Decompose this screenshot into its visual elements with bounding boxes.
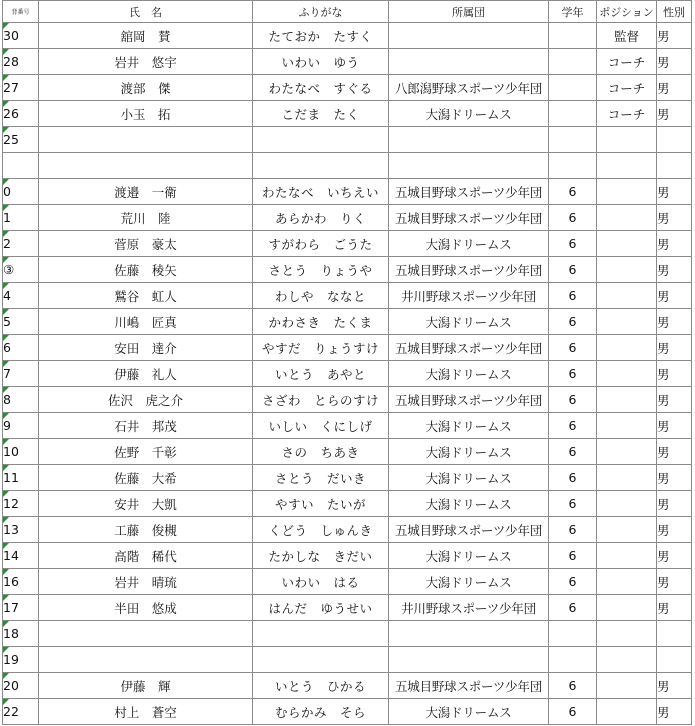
cell-kana: さとう だいき: [253, 465, 389, 491]
cell-grade: [549, 23, 597, 49]
cell-grade: 6: [549, 231, 597, 257]
cell-position: [597, 257, 657, 283]
cell-sex: 男: [657, 413, 692, 439]
cell-number: 7: [3, 361, 39, 387]
cell-team: 井川野球スポーツ少年団: [389, 283, 549, 309]
cell-name: 佐藤 大希: [39, 465, 253, 491]
cell-kana: いわい ゆう: [253, 49, 389, 75]
header-grade: 学年: [549, 1, 597, 23]
cell-grade: 6: [549, 543, 597, 569]
cell-number: 5: [3, 309, 39, 335]
table-row: [3, 699, 692, 725]
cell-number: 17: [3, 595, 39, 621]
cell-team: 大潟ドリームス: [389, 309, 549, 335]
table-row: [3, 127, 692, 153]
cell-position: [597, 153, 657, 179]
cell-kana: いしい くにしげ: [253, 413, 389, 439]
cell-name: 小玉 拓: [39, 101, 253, 127]
cell-number: 16: [3, 569, 39, 595]
cell-number: 1: [3, 205, 39, 231]
cell-position: [597, 231, 657, 257]
cell-grade: [549, 75, 597, 101]
table-row: [3, 179, 692, 205]
cell-number: 25: [3, 127, 39, 153]
cell-kana: さとう りょうや: [253, 257, 389, 283]
cell-name: 渡邉 一衛: [39, 179, 253, 205]
cell-name: 伊藤 礼人: [39, 361, 253, 387]
cell-position: [597, 569, 657, 595]
cell-kana: [253, 127, 389, 153]
cell-position: [597, 699, 657, 725]
cell-grade: 6: [549, 491, 597, 517]
cell-team: 井川野球スポーツ少年団: [389, 595, 549, 621]
cell-name: 安田 達介: [39, 335, 253, 361]
cell-sex: [657, 153, 692, 179]
cell-name: 工藤 俊槻: [39, 517, 253, 543]
cell-number: 18: [3, 621, 39, 647]
cell-sex: 男: [657, 231, 692, 257]
cell-sex: 男: [657, 699, 692, 725]
cell-number: 10: [3, 439, 39, 465]
cell-kana: いとう あやと: [253, 361, 389, 387]
table-row: [3, 309, 692, 335]
cell-name: 半田 悠成: [39, 595, 253, 621]
cell-sex: 男: [657, 205, 692, 231]
cell-name: 舘岡 賛: [39, 23, 253, 49]
cell-kana: すがわら ごうた: [253, 231, 389, 257]
cell-number: [3, 153, 39, 179]
cell-name: 菅原 豪太: [39, 231, 253, 257]
cell-sex: 男: [657, 75, 692, 101]
roster-body: [3, 23, 692, 725]
cell-grade: 6: [549, 699, 597, 725]
cell-number: 2: [3, 231, 39, 257]
cell-sex: 男: [657, 491, 692, 517]
table-row: [3, 647, 692, 673]
cell-position: [597, 127, 657, 153]
cell-position: コーチ: [597, 101, 657, 127]
cell-position: [597, 205, 657, 231]
cell-name: 岩井 晴琉: [39, 569, 253, 595]
cell-name: [39, 127, 253, 153]
cell-grade: 6: [549, 673, 597, 699]
cell-number: ③: [3, 257, 39, 283]
cell-name: [39, 647, 253, 673]
cell-position: [597, 595, 657, 621]
table-row: [3, 335, 692, 361]
cell-position: [597, 517, 657, 543]
cell-name: 安井 大凱: [39, 491, 253, 517]
cell-grade: [549, 153, 597, 179]
cell-name: 高階 稀代: [39, 543, 253, 569]
header-kana: ふりがな: [253, 1, 389, 23]
table-row: [3, 673, 692, 699]
cell-name: 渡部 傑: [39, 75, 253, 101]
cell-team: 大潟ドリームス: [389, 439, 549, 465]
header-team: 所属団: [389, 1, 549, 23]
cell-position: [597, 309, 657, 335]
cell-team: [389, 127, 549, 153]
cell-name: [39, 153, 253, 179]
cell-position: [597, 283, 657, 309]
cell-number: 14: [3, 543, 39, 569]
cell-name: 岩井 悠宇: [39, 49, 253, 75]
cell-position: コーチ: [597, 49, 657, 75]
cell-kana: いわい はる: [253, 569, 389, 595]
cell-position: [597, 335, 657, 361]
header-position: ポジション: [597, 1, 657, 23]
cell-team: 大潟ドリームス: [389, 231, 549, 257]
cell-grade: 6: [549, 257, 597, 283]
cell-sex: [657, 621, 692, 647]
table-row: [3, 543, 692, 569]
table-row: [3, 387, 692, 413]
cell-kana: くどう しゅんき: [253, 517, 389, 543]
cell-team: [389, 23, 549, 49]
cell-kana: [253, 647, 389, 673]
header-row: [3, 1, 692, 23]
cell-number: 12: [3, 491, 39, 517]
cell-position: [597, 361, 657, 387]
cell-grade: 6: [549, 335, 597, 361]
cell-team: 大潟ドリームス: [389, 465, 549, 491]
cell-name: [39, 621, 253, 647]
cell-sex: 男: [657, 23, 692, 49]
cell-team: 五城目野球スポーツ少年団: [389, 335, 549, 361]
cell-position: [597, 491, 657, 517]
cell-number: 26: [3, 101, 39, 127]
table-row: [3, 75, 692, 101]
cell-name: 佐野 千彰: [39, 439, 253, 465]
cell-kana: やすだ りょうすけ: [253, 335, 389, 361]
cell-position: [597, 179, 657, 205]
cell-team: 五城目野球スポーツ少年団: [389, 179, 549, 205]
cell-kana: わたなべ いちえい: [253, 179, 389, 205]
cell-grade: 6: [549, 179, 597, 205]
table-row: [3, 23, 692, 49]
cell-sex: 男: [657, 673, 692, 699]
cell-position: [597, 673, 657, 699]
cell-kana: むらかみ そら: [253, 699, 389, 725]
cell-team: 五城目野球スポーツ少年団: [389, 257, 549, 283]
cell-team: 大潟ドリームス: [389, 491, 549, 517]
table-row: [3, 49, 692, 75]
cell-team: [389, 621, 549, 647]
cell-number: 28: [3, 49, 39, 75]
cell-kana: はんだ ゆうせい: [253, 595, 389, 621]
cell-name: 石井 邦茂: [39, 413, 253, 439]
cell-grade: 6: [549, 517, 597, 543]
cell-number: 4: [3, 283, 39, 309]
cell-team: [389, 49, 549, 75]
cell-position: [597, 387, 657, 413]
cell-grade: 6: [549, 465, 597, 491]
cell-team: 五城目野球スポーツ少年団: [389, 387, 549, 413]
cell-team: 大潟ドリームス: [389, 569, 549, 595]
cell-kana: [253, 153, 389, 179]
cell-kana: さの ちあき: [253, 439, 389, 465]
table-row: [3, 413, 692, 439]
cell-position: [597, 465, 657, 491]
cell-number: 11: [3, 465, 39, 491]
cell-kana: [253, 621, 389, 647]
cell-sex: 男: [657, 517, 692, 543]
cell-grade: 6: [549, 361, 597, 387]
table-row: [3, 257, 692, 283]
cell-team: 大潟ドリームス: [389, 543, 549, 569]
cell-number: 6: [3, 335, 39, 361]
cell-number: 9: [3, 413, 39, 439]
cell-team: 大潟ドリームス: [389, 413, 549, 439]
cell-number: 22: [3, 699, 39, 725]
cell-grade: [549, 127, 597, 153]
cell-sex: 男: [657, 179, 692, 205]
cell-number: 20: [3, 673, 39, 699]
table-row: [3, 361, 692, 387]
cell-kana: いとう ひかる: [253, 673, 389, 699]
table-row: [3, 283, 692, 309]
cell-kana: やすい たいが: [253, 491, 389, 517]
cell-number: 19: [3, 647, 39, 673]
cell-grade: 6: [549, 205, 597, 231]
cell-sex: 男: [657, 283, 692, 309]
cell-name: 伊藤 輝: [39, 673, 253, 699]
cell-sex: 男: [657, 257, 692, 283]
cell-kana: さざわ とらのすけ: [253, 387, 389, 413]
cell-name: 村上 蒼空: [39, 699, 253, 725]
cell-sex: 男: [657, 49, 692, 75]
cell-team: 五城目野球スポーツ少年団: [389, 673, 549, 699]
table-row: [3, 465, 692, 491]
cell-number: 0: [3, 179, 39, 205]
table-row: [3, 205, 692, 231]
cell-kana: わしや ななと: [253, 283, 389, 309]
cell-sex: 男: [657, 101, 692, 127]
cell-position: コーチ: [597, 75, 657, 101]
header-number: 背番号: [3, 1, 39, 23]
cell-grade: [549, 621, 597, 647]
cell-team: 大潟ドリームス: [389, 101, 549, 127]
cell-position: [597, 413, 657, 439]
cell-grade: 6: [549, 439, 597, 465]
cell-team: [389, 153, 549, 179]
header-sex: 性別: [657, 1, 692, 23]
header-name: 氏 名: [39, 1, 253, 23]
cell-team: 五城目野球スポーツ少年団: [389, 205, 549, 231]
cell-position: 監督: [597, 23, 657, 49]
cell-position: [597, 439, 657, 465]
table-row: [3, 491, 692, 517]
cell-kana: わたなべ すぐる: [253, 75, 389, 101]
cell-grade: 6: [549, 413, 597, 439]
cell-grade: [549, 647, 597, 673]
cell-kana: こだま たく: [253, 101, 389, 127]
cell-grade: 6: [549, 387, 597, 413]
cell-team: [389, 647, 549, 673]
cell-sex: 男: [657, 335, 692, 361]
cell-kana: たておか たすく: [253, 23, 389, 49]
table-row: [3, 231, 692, 257]
table-row: [3, 621, 692, 647]
cell-grade: 6: [549, 283, 597, 309]
roster-table: [2, 0, 692, 725]
cell-sex: 男: [657, 439, 692, 465]
cell-number: 27: [3, 75, 39, 101]
cell-team: 大潟ドリームス: [389, 699, 549, 725]
cell-sex: 男: [657, 361, 692, 387]
cell-position: [597, 647, 657, 673]
table-row: [3, 569, 692, 595]
cell-name: 川嶋 匠真: [39, 309, 253, 335]
table-row: [3, 595, 692, 621]
cell-team: 五城目野球スポーツ少年団: [389, 517, 549, 543]
cell-grade: [549, 101, 597, 127]
table-row: [3, 153, 692, 179]
cell-name: 荒川 陸: [39, 205, 253, 231]
cell-grade: [549, 49, 597, 75]
cell-kana: たかしな きだい: [253, 543, 389, 569]
cell-name: 佐沢 虎之介: [39, 387, 253, 413]
cell-sex: [657, 127, 692, 153]
cell-grade: 6: [549, 595, 597, 621]
cell-team: 大潟ドリームス: [389, 361, 549, 387]
cell-name: 佐藤 稜矢: [39, 257, 253, 283]
cell-number: 30: [3, 23, 39, 49]
cell-sex: 男: [657, 465, 692, 491]
cell-position: [597, 621, 657, 647]
cell-sex: [657, 647, 692, 673]
table-row: [3, 101, 692, 127]
cell-sex: 男: [657, 309, 692, 335]
cell-kana: あらかわ りく: [253, 205, 389, 231]
table-row: [3, 517, 692, 543]
cell-name: 鷲谷 虹人: [39, 283, 253, 309]
cell-kana: かわさき たくま: [253, 309, 389, 335]
cell-team: 八郎潟野球スポーツ少年団: [389, 75, 549, 101]
cell-position: [597, 543, 657, 569]
cell-sex: 男: [657, 387, 692, 413]
cell-number: 13: [3, 517, 39, 543]
cell-sex: 男: [657, 595, 692, 621]
cell-grade: 6: [549, 309, 597, 335]
cell-sex: 男: [657, 569, 692, 595]
cell-grade: 6: [549, 569, 597, 595]
cell-number: 8: [3, 387, 39, 413]
table-row: [3, 439, 692, 465]
cell-sex: 男: [657, 543, 692, 569]
